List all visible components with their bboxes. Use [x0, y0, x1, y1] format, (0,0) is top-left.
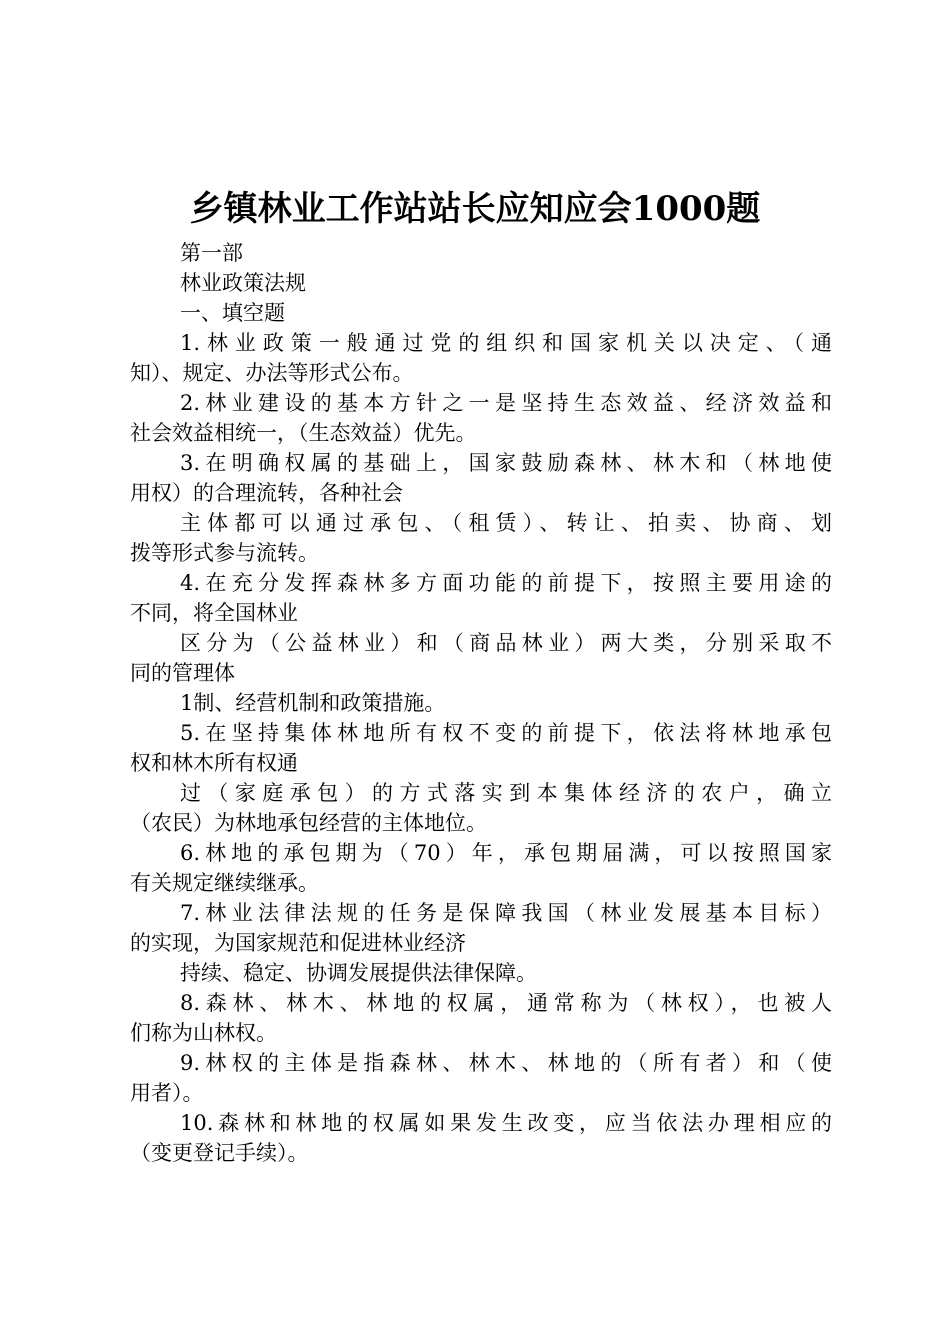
body-line: 1制、经营机制和政策措施。 — [180, 691, 446, 715]
body-line: （变更登记手续）。 — [130, 1141, 309, 1165]
body-line: 7.林业法律法规的任务是保障我国（林业发展基本目标） — [180, 901, 832, 925]
body-line: 们称为山林权。 — [130, 1021, 277, 1045]
body-line: 4.在充分发挥森林多方面功能的前提下，按照主要用途的 — [180, 571, 832, 595]
body-line: 用者）。 — [130, 1081, 204, 1105]
body-line: 知）、规定、办法等形式公布。 — [130, 361, 414, 385]
body-line: 第一部 — [180, 241, 243, 265]
body-line: 10.森林和林地的权属如果发生改变，应当依法办理相应的 — [180, 1111, 832, 1135]
body-line: 9.林权的主体是指森林、林木、林地的（所有者）和（使 — [180, 1051, 832, 1075]
body-line: 不同，将全国林业 — [130, 601, 298, 625]
body-line: 同的管理体 — [130, 661, 235, 685]
body-line: 1.林业政策一般通过党的组织和国家机关以决定、（通 — [180, 331, 832, 355]
document-title: 乡镇林业工作站站长应知应会1000题 — [189, 189, 761, 229]
body-line: 2.林业建设的基本方针之一是坚持生态效益、经济效益和 — [180, 391, 832, 415]
body-line: 权和林木所有权通 — [130, 751, 298, 775]
body-line: 用权）的合理流转，各种社会 — [130, 481, 403, 505]
body-line: 过（家庭承包）的方式落实到本集体经济的农户，确立 — [180, 781, 832, 805]
body-line: （农民）为林地承包经营的主体地位。 — [130, 811, 487, 835]
body-line: 区分为（公益林业）和（商品林业）两大类，分别采取不 — [180, 631, 832, 655]
document-body — [130, 238, 832, 1168]
body-line: 一、填空题 — [180, 301, 285, 325]
body-line: 主体都可以通过承包、（租赁）、转让、拍卖、协商、划 — [180, 511, 832, 535]
body-line: 社会效益相统一，（生态效益）优先。 — [130, 421, 477, 445]
body-line: 林业政策法规 — [180, 271, 306, 295]
body-line: 8.森林、林木、林地的权属，通常称为（林权），也被人 — [180, 991, 832, 1015]
body-line: 的实现，为国家规范和促进林业经济 — [130, 931, 466, 955]
body-line: 6.林地的承包期为（70）年，承包期届满，可以按照国家 — [180, 841, 832, 865]
body-line: 5.在坚持集体林地所有权不变的前提下，依法将林地承包 — [180, 721, 832, 745]
body-line: 有关规定继续继承。 — [130, 871, 319, 895]
body-line: 3.在明确权属的基础上，国家鼓励森林、林木和（林地使 — [180, 451, 832, 475]
body-line: 拨等形式参与流转。 — [130, 541, 319, 565]
body-line: 持续、稳定、协调发展提供法律保障。 — [180, 961, 537, 985]
